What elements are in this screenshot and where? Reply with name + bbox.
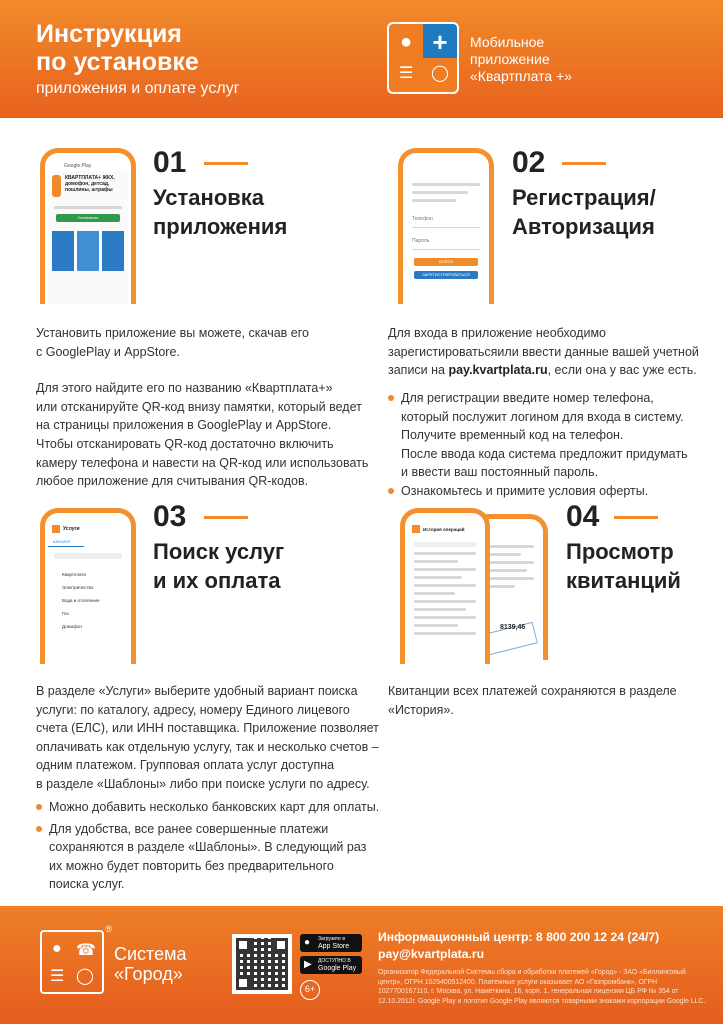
phone-field-label: Телефон bbox=[412, 216, 433, 222]
section-title-02: Регистрация/ Авторизация bbox=[512, 185, 656, 239]
app-mini-logo bbox=[52, 525, 60, 533]
install-button[interactable]: Установить bbox=[56, 214, 120, 222]
history-total: 8139,46 bbox=[500, 624, 526, 631]
brand-name: Система «Город» bbox=[114, 944, 187, 984]
bullet-item: Можно добавить несколько банковских карт для оплаты. bbox=[36, 798, 379, 817]
app-store-badge[interactable]: ● Загрузите в App Store bbox=[300, 934, 362, 952]
google-play-icon: ▶ bbox=[304, 959, 312, 970]
store-label: Google Play bbox=[48, 161, 128, 171]
phone-services-screenshot bbox=[40, 508, 136, 664]
register-button[interactable]: ЗАРЕГИСТРИРОВАТЬСЯ bbox=[414, 271, 478, 279]
section-04-text: Квитанции всех платежей сохраняются в разделе «История». bbox=[388, 684, 677, 717]
page-title-line2: по установке bbox=[36, 48, 199, 76]
info-center-phone: Информационный центр: 8 800 200 12 24 (24/7) bbox=[378, 930, 660, 944]
services-screen-title: Услуги bbox=[63, 526, 80, 532]
service-item[interactable]: Домофон bbox=[62, 624, 82, 629]
service-item[interactable]: Электричество bbox=[62, 585, 94, 590]
section-title-01: Установка приложения bbox=[153, 185, 288, 239]
service-item[interactable]: Газ bbox=[62, 611, 69, 616]
site-link[interactable]: pay.kvartplata.ru bbox=[448, 363, 548, 378]
info-email[interactable]: pay@kvartplata.ru bbox=[378, 947, 485, 961]
phone-login-screenshot bbox=[398, 148, 494, 304]
password-field-label: Пароль bbox=[412, 238, 430, 244]
legal-text: Организатор Федеральной Системы сбора и обработки платежей «Город» - ЗАО «Биллинговый центр», ОГРН 1025400512400. Платежные услуги оказывает АО «Газпромбанк», ОГРН 1027700167110, г. Москва, ул. Наметкина, 16, корп. 1, генеральная лицензия ЦБ РФ № 354 от 12.10.2012г. Google Play и логотип Google Play являются товарными знаками корпорации Google LLC. bbox=[378, 969, 706, 1005]
kvartplata-app-logo bbox=[387, 22, 459, 94]
section-dash-03 bbox=[204, 516, 248, 519]
age-rating-badge: 6+ bbox=[300, 980, 320, 1000]
section-number-02: 02 bbox=[512, 146, 546, 179]
lightbulb-icon: ◯ bbox=[76, 968, 94, 985]
bullet-item: Для удобства, все ранее совершенные платежи сохраняются в разделе «Шаблоны». В следующий раз их можно будет повторить без предварительного поиска услуг. bbox=[36, 820, 379, 894]
page-subtitle: приложения и оплате услуг bbox=[36, 80, 240, 97]
page-title-line1: Инструкция bbox=[36, 20, 182, 48]
bullet-item: Для регистрации введите номер телефона, который послужит логином для входа в систему. Получите временный код на телефон. После ввода кода система предложит придумать и ввести ваш постоянный пароль. bbox=[388, 389, 688, 482]
section-number-04: 04 bbox=[566, 500, 600, 533]
section-title-04: Просмотр квитанций bbox=[566, 539, 681, 593]
qr-code[interactable] bbox=[232, 934, 292, 994]
service-item[interactable]: Квартплата bbox=[62, 572, 86, 577]
radiator-icon: ☰ bbox=[398, 65, 414, 82]
sistema-gorod-logo bbox=[40, 924, 112, 994]
section-01-text: Установить приложение вы можете, скачав его с GooglePlay и AppStore. Для этого найдите его по названию «Квартплата+» или отсканируйте QR-код внизу памятки, который ведет на страницы приложения в GooglePlay и AppStore. Чтобы отсканировать QR-код достаточно включить камеру телефона и навести на QR-код или использовать любое приложение для считывания QR-кодов. bbox=[36, 326, 369, 489]
app-listing-title: КВАРТПЛАТА+ ЖКХ, домофон, детсад, пошлины, штрафы bbox=[64, 175, 115, 193]
section-title-03: Поиск услуг и их оплата bbox=[153, 539, 285, 593]
login-button[interactable]: ВОЙТИ bbox=[414, 258, 478, 266]
water-drop-icon: ● bbox=[399, 31, 413, 53]
bullet-item: Ознакомьтесь и примите условия оферты. bbox=[388, 482, 688, 501]
section-dash-02 bbox=[562, 162, 606, 165]
section-03-bullets bbox=[36, 798, 379, 894]
section-02-bullets bbox=[388, 389, 688, 501]
app-name: Мобильное приложение «Квартплата +» bbox=[470, 34, 573, 84]
header bbox=[0, 0, 723, 118]
lightbulb-icon: ◯ bbox=[431, 65, 449, 82]
section-dash-01 bbox=[204, 162, 248, 165]
apple-icon: ● bbox=[304, 937, 311, 948]
registered-mark: ® bbox=[105, 924, 112, 934]
section-dash-04 bbox=[614, 516, 658, 519]
radiator-icon: ☰ bbox=[50, 968, 65, 985]
app-icon bbox=[52, 175, 61, 197]
phone-icon: ☎ bbox=[76, 942, 96, 959]
water-drop-icon: ● bbox=[52, 940, 62, 957]
service-item[interactable]: Вода и отопление bbox=[62, 598, 100, 603]
section-03-text: В разделе «Услуги» выберите удобный вариант поиска услуги: по каталогу, адресу, номеру Единого лицевого счета (ЕЛС), или ИНН поставщика. Приложение позволяет оплачивать как отдельную услугу, так и несколько счетов – одним платежом. Групповая оплата услуг доступна в разделе «Шаблоны» либо при поиске услуги по адресу. bbox=[36, 684, 379, 791]
footer bbox=[0, 906, 723, 1024]
tab-catalog[interactable]: КАТАЛОГ bbox=[48, 537, 84, 547]
phone-history-screenshot bbox=[400, 508, 490, 664]
section-number-03: 03 bbox=[153, 500, 187, 533]
phone-google-play-screenshot bbox=[40, 148, 136, 304]
google-play-badge[interactable]: ▶ ДОСТУПНО В Google Play bbox=[300, 956, 362, 974]
history-screen-title: История операций bbox=[423, 526, 465, 532]
section-number-01: 01 bbox=[153, 146, 187, 179]
section-02-text: Для входа в приложение необходимо зарегистироватьсяили ввести данные вашей учетной записи на pay.kvartplata.ru, если она у вас уже есть. bbox=[388, 326, 699, 378]
plus-icon: + bbox=[432, 27, 448, 57]
